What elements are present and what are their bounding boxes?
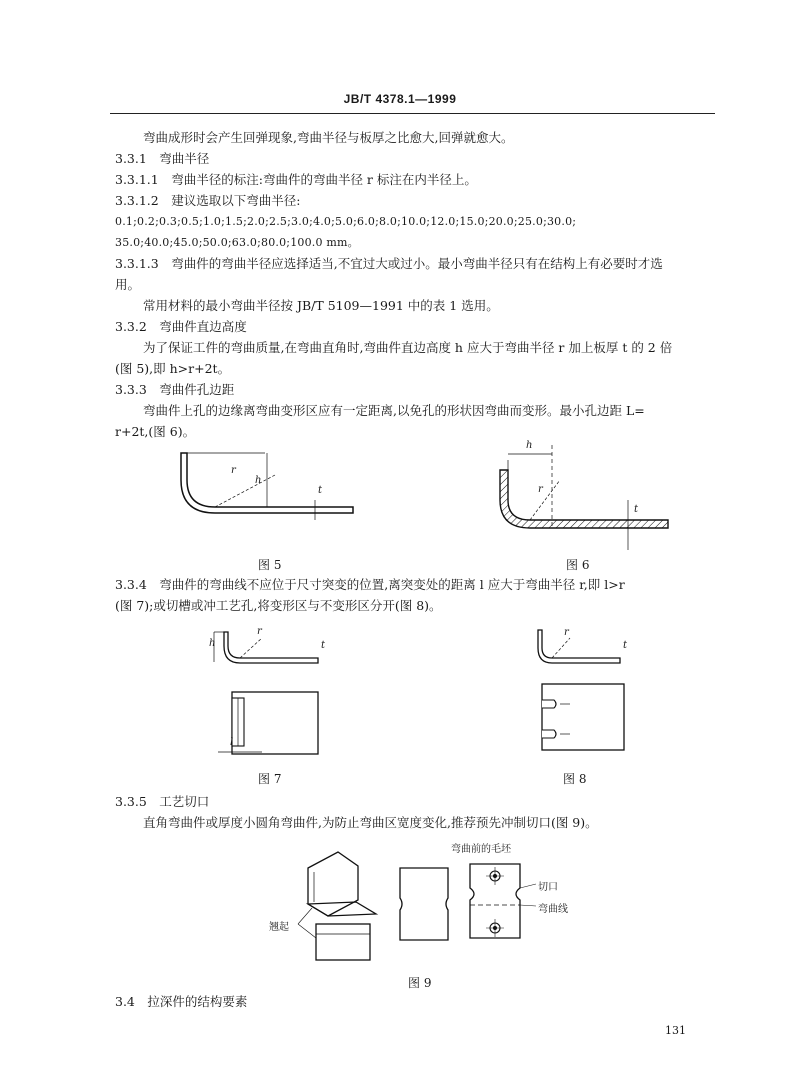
fig7-label-r: r <box>257 626 262 637</box>
fig7-label-h: h <box>209 638 216 649</box>
figure-8-drawing <box>520 624 640 764</box>
fig8-label-r: r <box>564 627 569 638</box>
paragraph-3-3-1-1: 3.3.1.1 弯曲半径的标注:弯曲件的弯曲半径 r 标注在内半径上。 <box>115 172 477 187</box>
heading-3-3-5: 3.3.5 工艺切口 <box>115 794 210 809</box>
heading-3-3-3: 3.3.3 弯曲件孔边距 <box>115 382 235 397</box>
paragraph-3-3-4-line-1: 3.3.4 弯曲件的弯曲线不应位于尺寸突变的位置,离突变处的距离 l 应大于弯曲半径 r,即 l>r <box>115 577 625 592</box>
figure-7-caption: 图 7 <box>258 772 282 786</box>
fig9-label-bend-line: 弯曲线 <box>538 904 568 915</box>
fig6-label-t: t <box>634 504 639 515</box>
standard-header: JB/T 4378.1—1999 <box>343 92 457 106</box>
paragraph-3-3-1-2: 3.3.1.2 建议选取以下弯曲半径: <box>115 193 301 208</box>
heading-3-4: 3.4 拉深件的结构要素 <box>115 994 248 1009</box>
header-rule <box>110 113 715 114</box>
fig5-label-h: h <box>255 475 262 486</box>
figure-5 <box>175 445 365 525</box>
figure-6 <box>488 440 678 550</box>
radii-list-line-2: 35.0;40.0;45.0;50.0;63.0;80.0;100.0 mm。 <box>115 236 359 249</box>
figure-8-caption: 图 8 <box>563 772 587 786</box>
fig6-label-r: r <box>538 484 543 495</box>
figure-9-caption: 图 9 <box>408 976 432 990</box>
paragraph-3-3-3-line-1: 弯曲件上孔的边缘离弯曲变形区应有一定距离,以免孔的形状因弯曲而变形。最小孔边距 L= <box>143 403 645 418</box>
paragraph-intro: 弯曲成形时会产生回弹现象,弯曲半径与板厚之比愈大,回弹就愈大。 <box>143 130 514 145</box>
fig5-label-t: t <box>318 485 323 496</box>
paragraph-3-3-1-3-line-1: 3.3.1.3 弯曲件的弯曲半径应选择适当,不宜过大或过小。最小弯曲半径只有在结构上有必要时才选 <box>115 256 663 271</box>
paragraph-3-3-3-line-2: r+2t,(图 6)。 <box>115 424 196 439</box>
radii-list-line-1: 0.1;0.2;0.3;0.5;1.0;1.5;2.0;2.5;3.0;4.0;5.0;6.0;8.0;10.0;12.0;15.0;20.0;25.0;30.0; <box>115 215 577 228</box>
figure-6-drawing <box>488 440 678 550</box>
paragraph-3-3-4-line-2: (图 7);或切槽或冲工艺孔,将变形区与不变形区分开(图 8)。 <box>115 598 442 613</box>
paragraph-3-3-1-3-line-2: 用。 <box>115 277 141 292</box>
paragraph-3-3-2-line-1: 为了保证工件的弯曲质量,在弯曲直角时,弯曲件直边高度 h 应大于弯曲半径 r 加上板厚 t 的 2 倍 <box>143 340 673 355</box>
paragraph-3-3-2-line-2: (图 5),即 h>r+2t。 <box>115 361 231 376</box>
fig5-label-r: r <box>231 465 236 476</box>
figure-5-caption: 图 5 <box>258 558 282 572</box>
heading-3-3-2: 3.3.2 弯曲件直边高度 <box>115 319 247 334</box>
paragraph-3-3-5: 直角弯曲件或厚度小圆角弯曲件,为防止弯曲区宽度变化,推荐预先冲制切口(图 9)。 <box>143 815 598 830</box>
fig9-label-warp: 翘起 <box>269 922 289 933</box>
figure-9 <box>268 838 588 968</box>
paragraph-common-materials: 常用材料的最小弯曲半径按 JB/T 5109—1991 中的表 1 选用。 <box>143 298 499 313</box>
figure-6-caption: 图 6 <box>566 558 590 572</box>
figure-5-drawing <box>175 445 365 525</box>
fig7-label-l: l <box>230 737 234 748</box>
heading-3-3-1: 3.3.1 弯曲半径 <box>115 151 210 166</box>
fig9-label-notch: 切口 <box>538 882 558 893</box>
figure-7-drawing <box>208 624 338 764</box>
figure-7 <box>208 624 338 764</box>
page-number: 131 <box>665 1024 686 1037</box>
fig8-label-t: t <box>623 640 628 651</box>
fig7-label-t: t <box>321 640 326 651</box>
figure-8 <box>520 624 640 764</box>
fig9-label-blank: 弯曲前的毛坯 <box>451 844 511 855</box>
fig6-label-h: h <box>526 440 533 451</box>
